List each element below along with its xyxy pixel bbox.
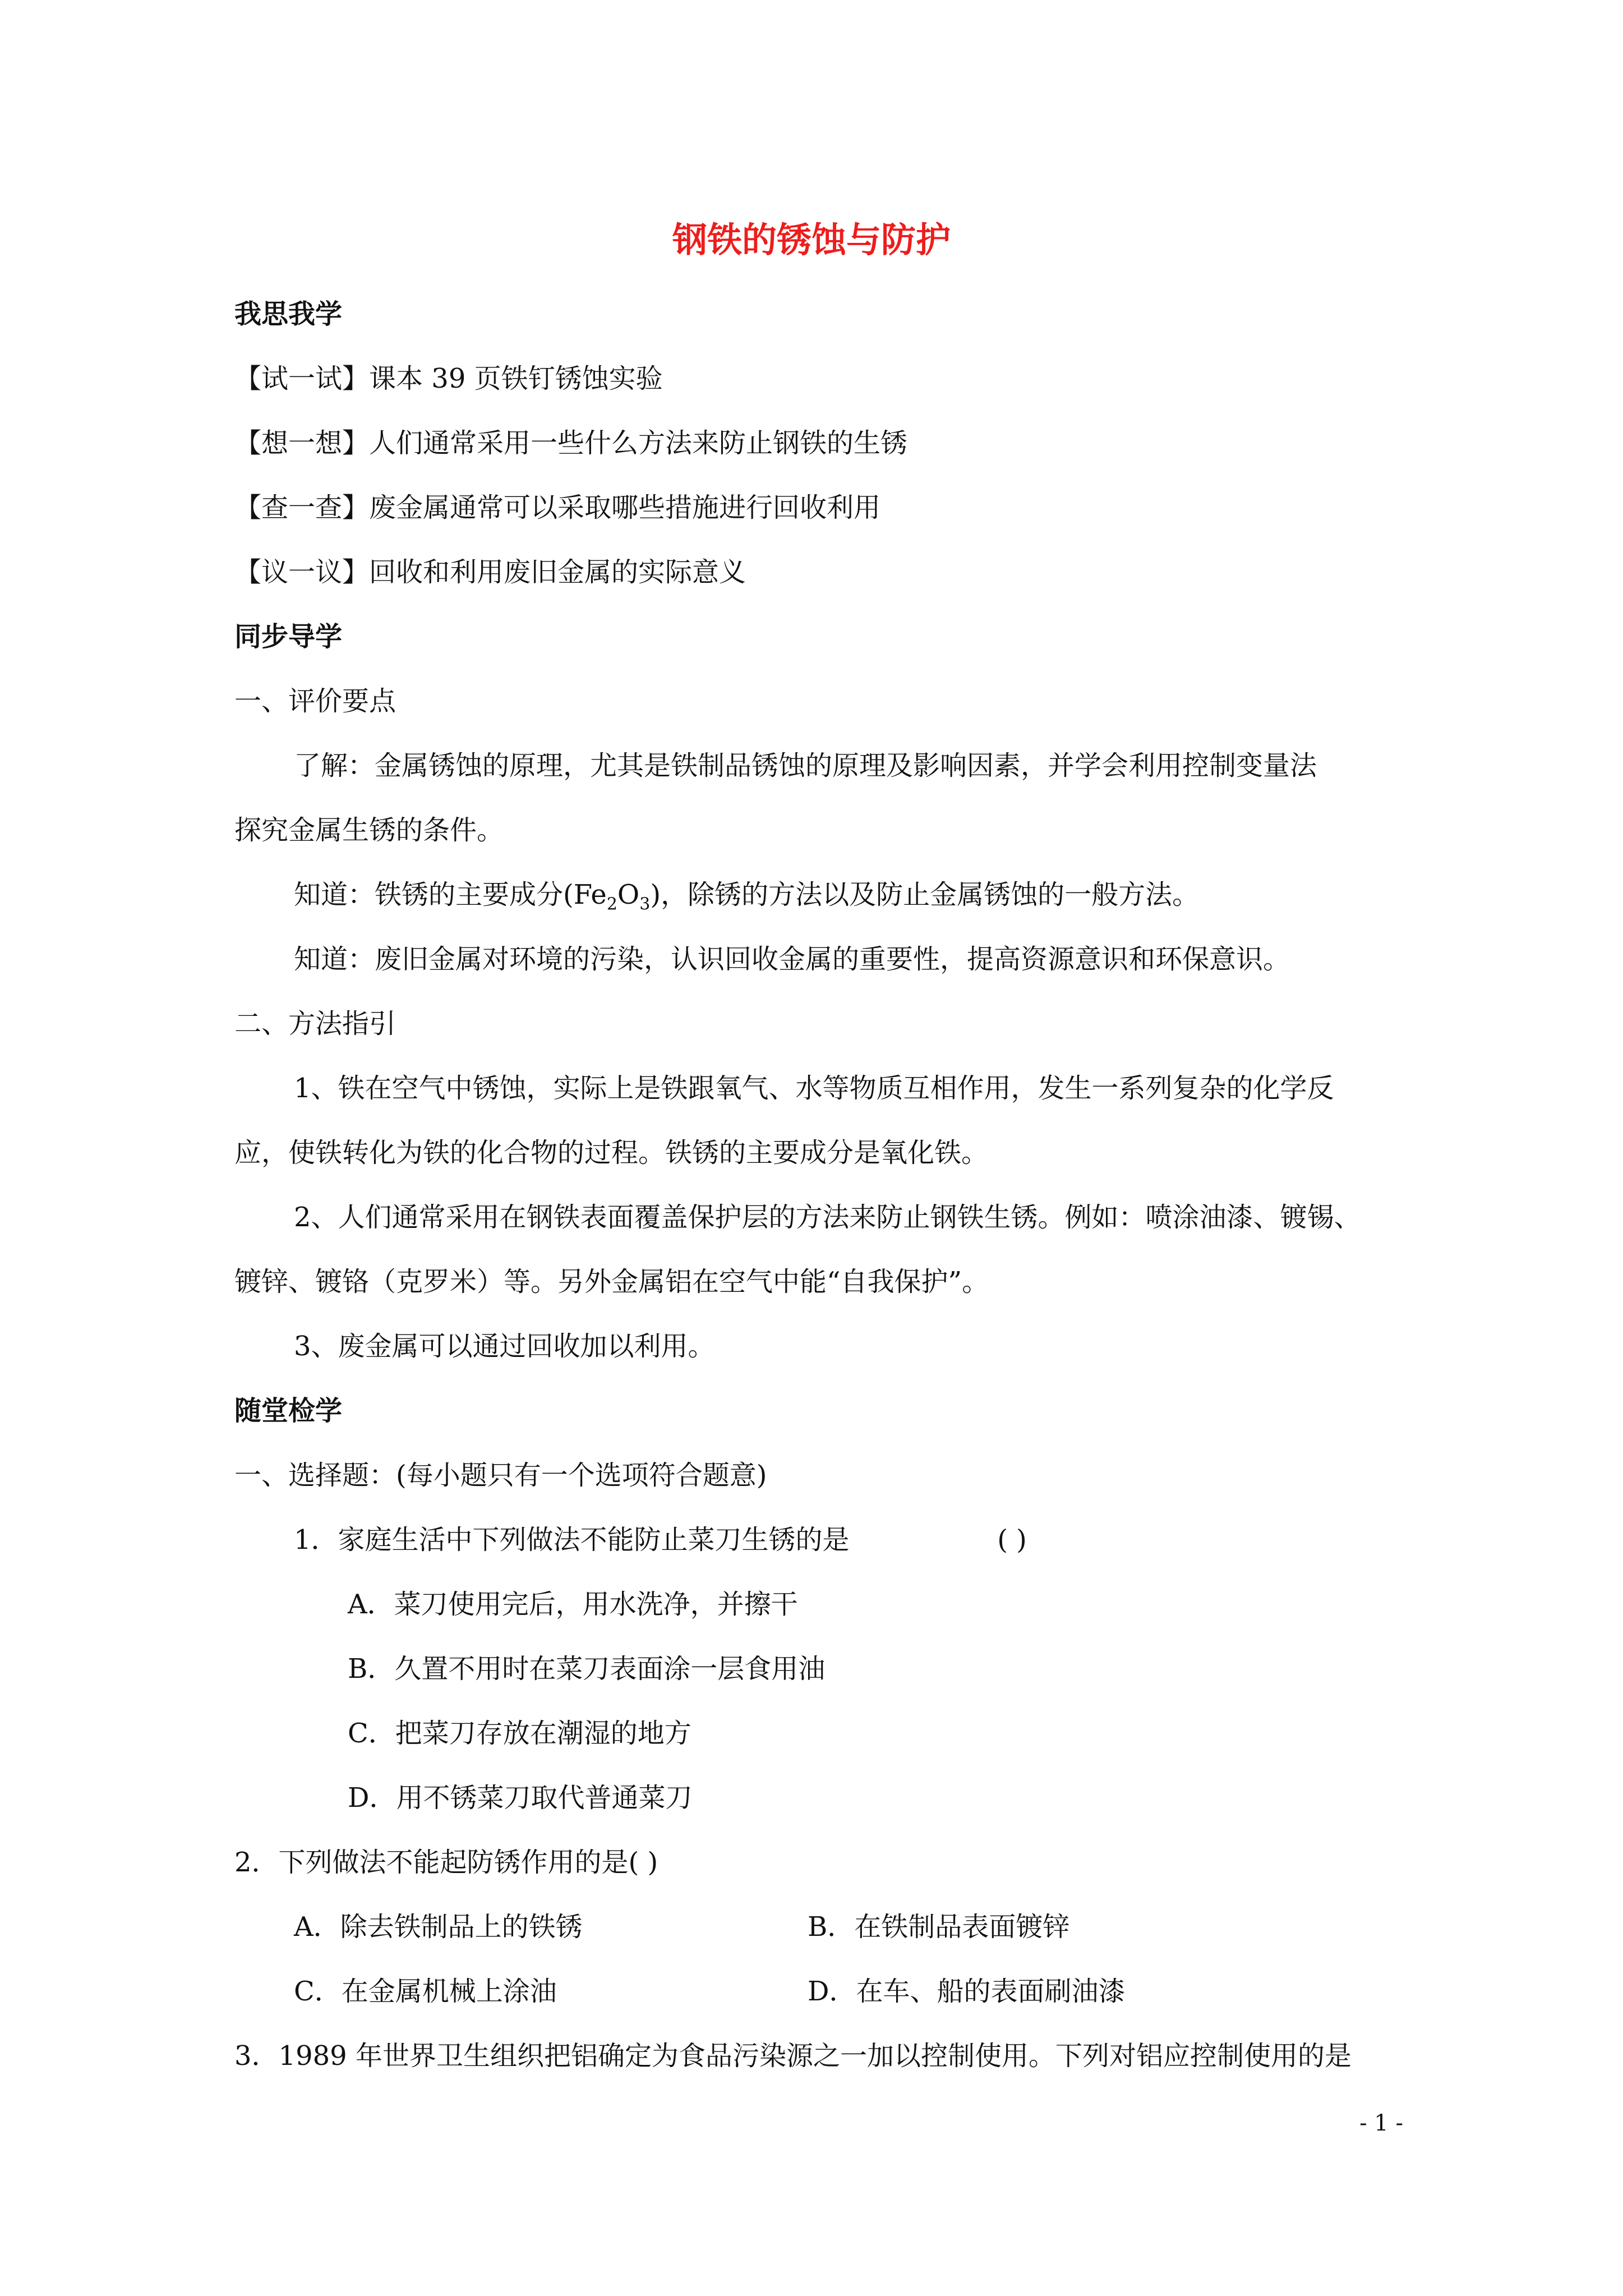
answer-option: D．用不锈菜刀取代普通菜刀 xyxy=(348,1782,693,1814)
paragraph-line: 3、废金属可以通过回收加以利用。 xyxy=(294,1331,715,1362)
answer-option: A．菜刀使用完后，用水洗净，并擦干 xyxy=(348,1589,798,1620)
paragraph-line: 了解：金属锈蚀的原理，尤其是铁制品锈蚀的原理及影响因素，并学会利用控制变量法 xyxy=(294,750,1317,781)
item-text: 课本 39 页铁钉锈蚀实验 xyxy=(369,363,663,394)
answer-option: C．在金属机械上涂油 xyxy=(294,1976,557,2007)
list-item xyxy=(234,426,907,460)
subscript: 3 xyxy=(639,894,651,914)
item-tag: 【想一想】 xyxy=(234,427,370,459)
answer-option: A．除去铁制品上的铁锈 xyxy=(294,1911,583,1943)
subsection-title: 一、评价要点 xyxy=(234,685,396,717)
list-item xyxy=(234,362,663,395)
section-heading-check: 随堂检学 xyxy=(234,1395,343,1427)
subsection-title: 二、方法指引 xyxy=(234,1008,396,1039)
item-tag: 【议一议】 xyxy=(234,556,370,588)
list-item xyxy=(234,555,746,589)
paragraph-line: 应，使铁转化为铁的化合物的过程。铁锈的主要成分是氧化铁。 xyxy=(234,1137,989,1168)
item-tag: 【试一试】 xyxy=(234,363,370,394)
subsection-title: 一、选择题：(每小题只有一个选项符合题意) xyxy=(234,1460,767,1491)
subscript: 2 xyxy=(606,894,617,914)
item-text: 人们通常采用一些什么方法来防止钢铁的生锈 xyxy=(369,427,908,459)
question-stem: 3．1989 年世界卫生组织把铝确定为食品污染源之一加以控制使用。下列对铝应控制使用的是 xyxy=(234,2040,1352,2072)
section-heading-guide: 同步导学 xyxy=(234,621,343,652)
item-text: 回收和利用废旧金属的实际意义 xyxy=(369,556,746,588)
item-tag: 【查一查】 xyxy=(234,492,370,523)
paragraph-line xyxy=(294,878,1199,912)
page-number: - 1 - xyxy=(1359,2110,1403,2136)
section-heading-think: 我思我学 xyxy=(234,298,343,330)
text-run: O xyxy=(617,879,640,910)
question-stem xyxy=(294,1523,1063,1557)
item-text: 废金属通常可以采取哪些措施进行回收利用 xyxy=(369,492,881,523)
paragraph-line: 知道：废旧金属对环境的污染，认识回收金属的重要性，提高资源意识和环保意识。 xyxy=(294,944,1290,975)
paragraph-line: 探究金属生锈的条件。 xyxy=(234,815,504,846)
paragraph-line: 1、铁在空气中锈蚀，实际上是铁跟氧气、水等物质互相作用，发生一系列复杂的化学反 xyxy=(294,1073,1334,1104)
question-stem: 2．下列做法不能起防锈作用的是( ) xyxy=(234,1847,658,1878)
answer-option: B．在铁制品表面镀锌 xyxy=(808,1911,1070,1943)
paragraph-line: 2、人们通常采用在钢铁表面覆盖保护层的方法来防止钢铁生锈。例如：喷涂油漆、镀锡、 xyxy=(294,1202,1361,1233)
page-title: 钢铁的锈蚀与防护 xyxy=(672,219,951,260)
list-item xyxy=(234,491,880,524)
answer-blank: ( ) xyxy=(997,1524,1027,1556)
text-run: 知道：铁锈的主要成分(Fe xyxy=(294,879,607,910)
question-text: 1．家庭生活中下列做法不能防止菜刀生锈的是 xyxy=(294,1524,850,1556)
answer-option: B．久置不用时在菜刀表面涂一层食用油 xyxy=(348,1653,826,1685)
text-run: )，除锈的方法以及防止金属锈蚀的一般方法。 xyxy=(650,879,1200,910)
paragraph-line: 镀锌、镀铬（克罗米）等。另外金属铝在空气中能“自我保护”。 xyxy=(234,1266,989,1297)
answer-option: D．在车、船的表面刷油漆 xyxy=(808,1976,1126,2007)
answer-option: C．把菜刀存放在潮湿的地方 xyxy=(348,1718,691,1749)
